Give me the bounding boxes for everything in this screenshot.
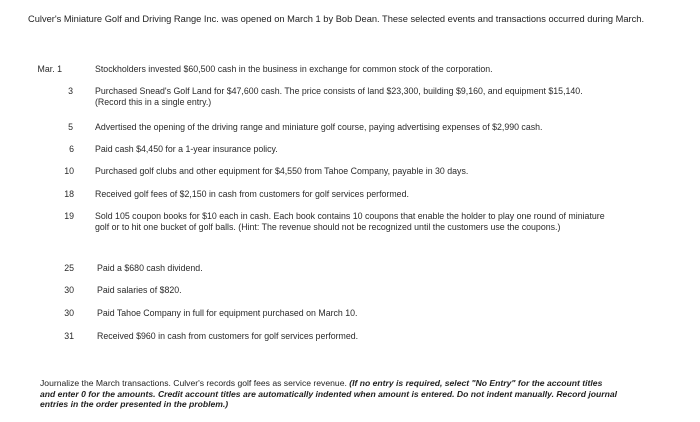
transaction-description: Paid Tahoe Company in full for equipment purchased on March 10. — [97, 308, 358, 318]
transaction-description: Purchased golf clubs and other equipment for $4,550 from Tahoe Company, payable in 30 days. — [95, 166, 469, 176]
transaction-description: Received $960 in cash from customers for golf services performed. — [97, 331, 359, 341]
transaction-date: Mar. 1 — [37, 64, 62, 74]
transaction-description: Advertised the opening of the driving range and miniature golf course, paying advertising expenses of $2,990 cash. — [95, 122, 543, 132]
transaction-date: 19 — [64, 211, 74, 221]
transaction-date: 3 — [68, 86, 73, 96]
transaction-description: Purchased Snead's Golf Land for $47,600 cash. The price consists of land $23,300, building $9,160, and equipment $15,140. (Record this in a single entry.) — [95, 86, 583, 107]
transaction-date: 30 — [64, 308, 74, 318]
instructions-text: Journalize the March transactions. Culver's records golf fees as service revenue. — [40, 378, 347, 388]
transaction-date: 5 — [68, 122, 73, 132]
transaction-description: Stockholders invested $60,500 cash in the business in exchange for common stock of the corporation. — [95, 64, 493, 74]
transaction-description: Paid cash $4,450 for a 1-year insurance policy. — [95, 144, 278, 154]
transaction-date: 6 — [69, 144, 74, 154]
transaction-date: 25 — [64, 263, 74, 273]
transaction-date: 18 — [64, 189, 74, 199]
transaction-date: 10 — [64, 166, 74, 176]
problem-intro: Culver's Miniature Golf and Driving Range Inc. was opened on March 1 by Bob Dean. These selected events and transactions occurred during March. — [28, 14, 645, 24]
transaction-description: Paid salaries of $820. — [97, 285, 182, 295]
instructions-emphasis: (If no entry is required, select "No Entry" for the account titles and enter 0 for the amounts. Credit account titles are automatically indented when amount is entered. Do not indent manually. Record journal entries in the order presented in the problem.) — [40, 378, 617, 409]
transaction-description: Received golf fees of $2,150 in cash from customers for golf services performed. — [95, 189, 409, 199]
transaction-description: Sold 105 coupon books for $10 each in cash. Each book contains 10 coupons that enable the holder to play one round of miniature golf or to hit one bucket of golf balls. (Hint: The revenue should not be recognized until the customers use the coupons.) — [95, 211, 605, 232]
journal-instructions — [40, 378, 620, 410]
transaction-date: 31 — [64, 331, 74, 341]
transaction-description: Paid a $680 cash dividend. — [97, 263, 203, 273]
transaction-date: 30 — [64, 285, 74, 295]
